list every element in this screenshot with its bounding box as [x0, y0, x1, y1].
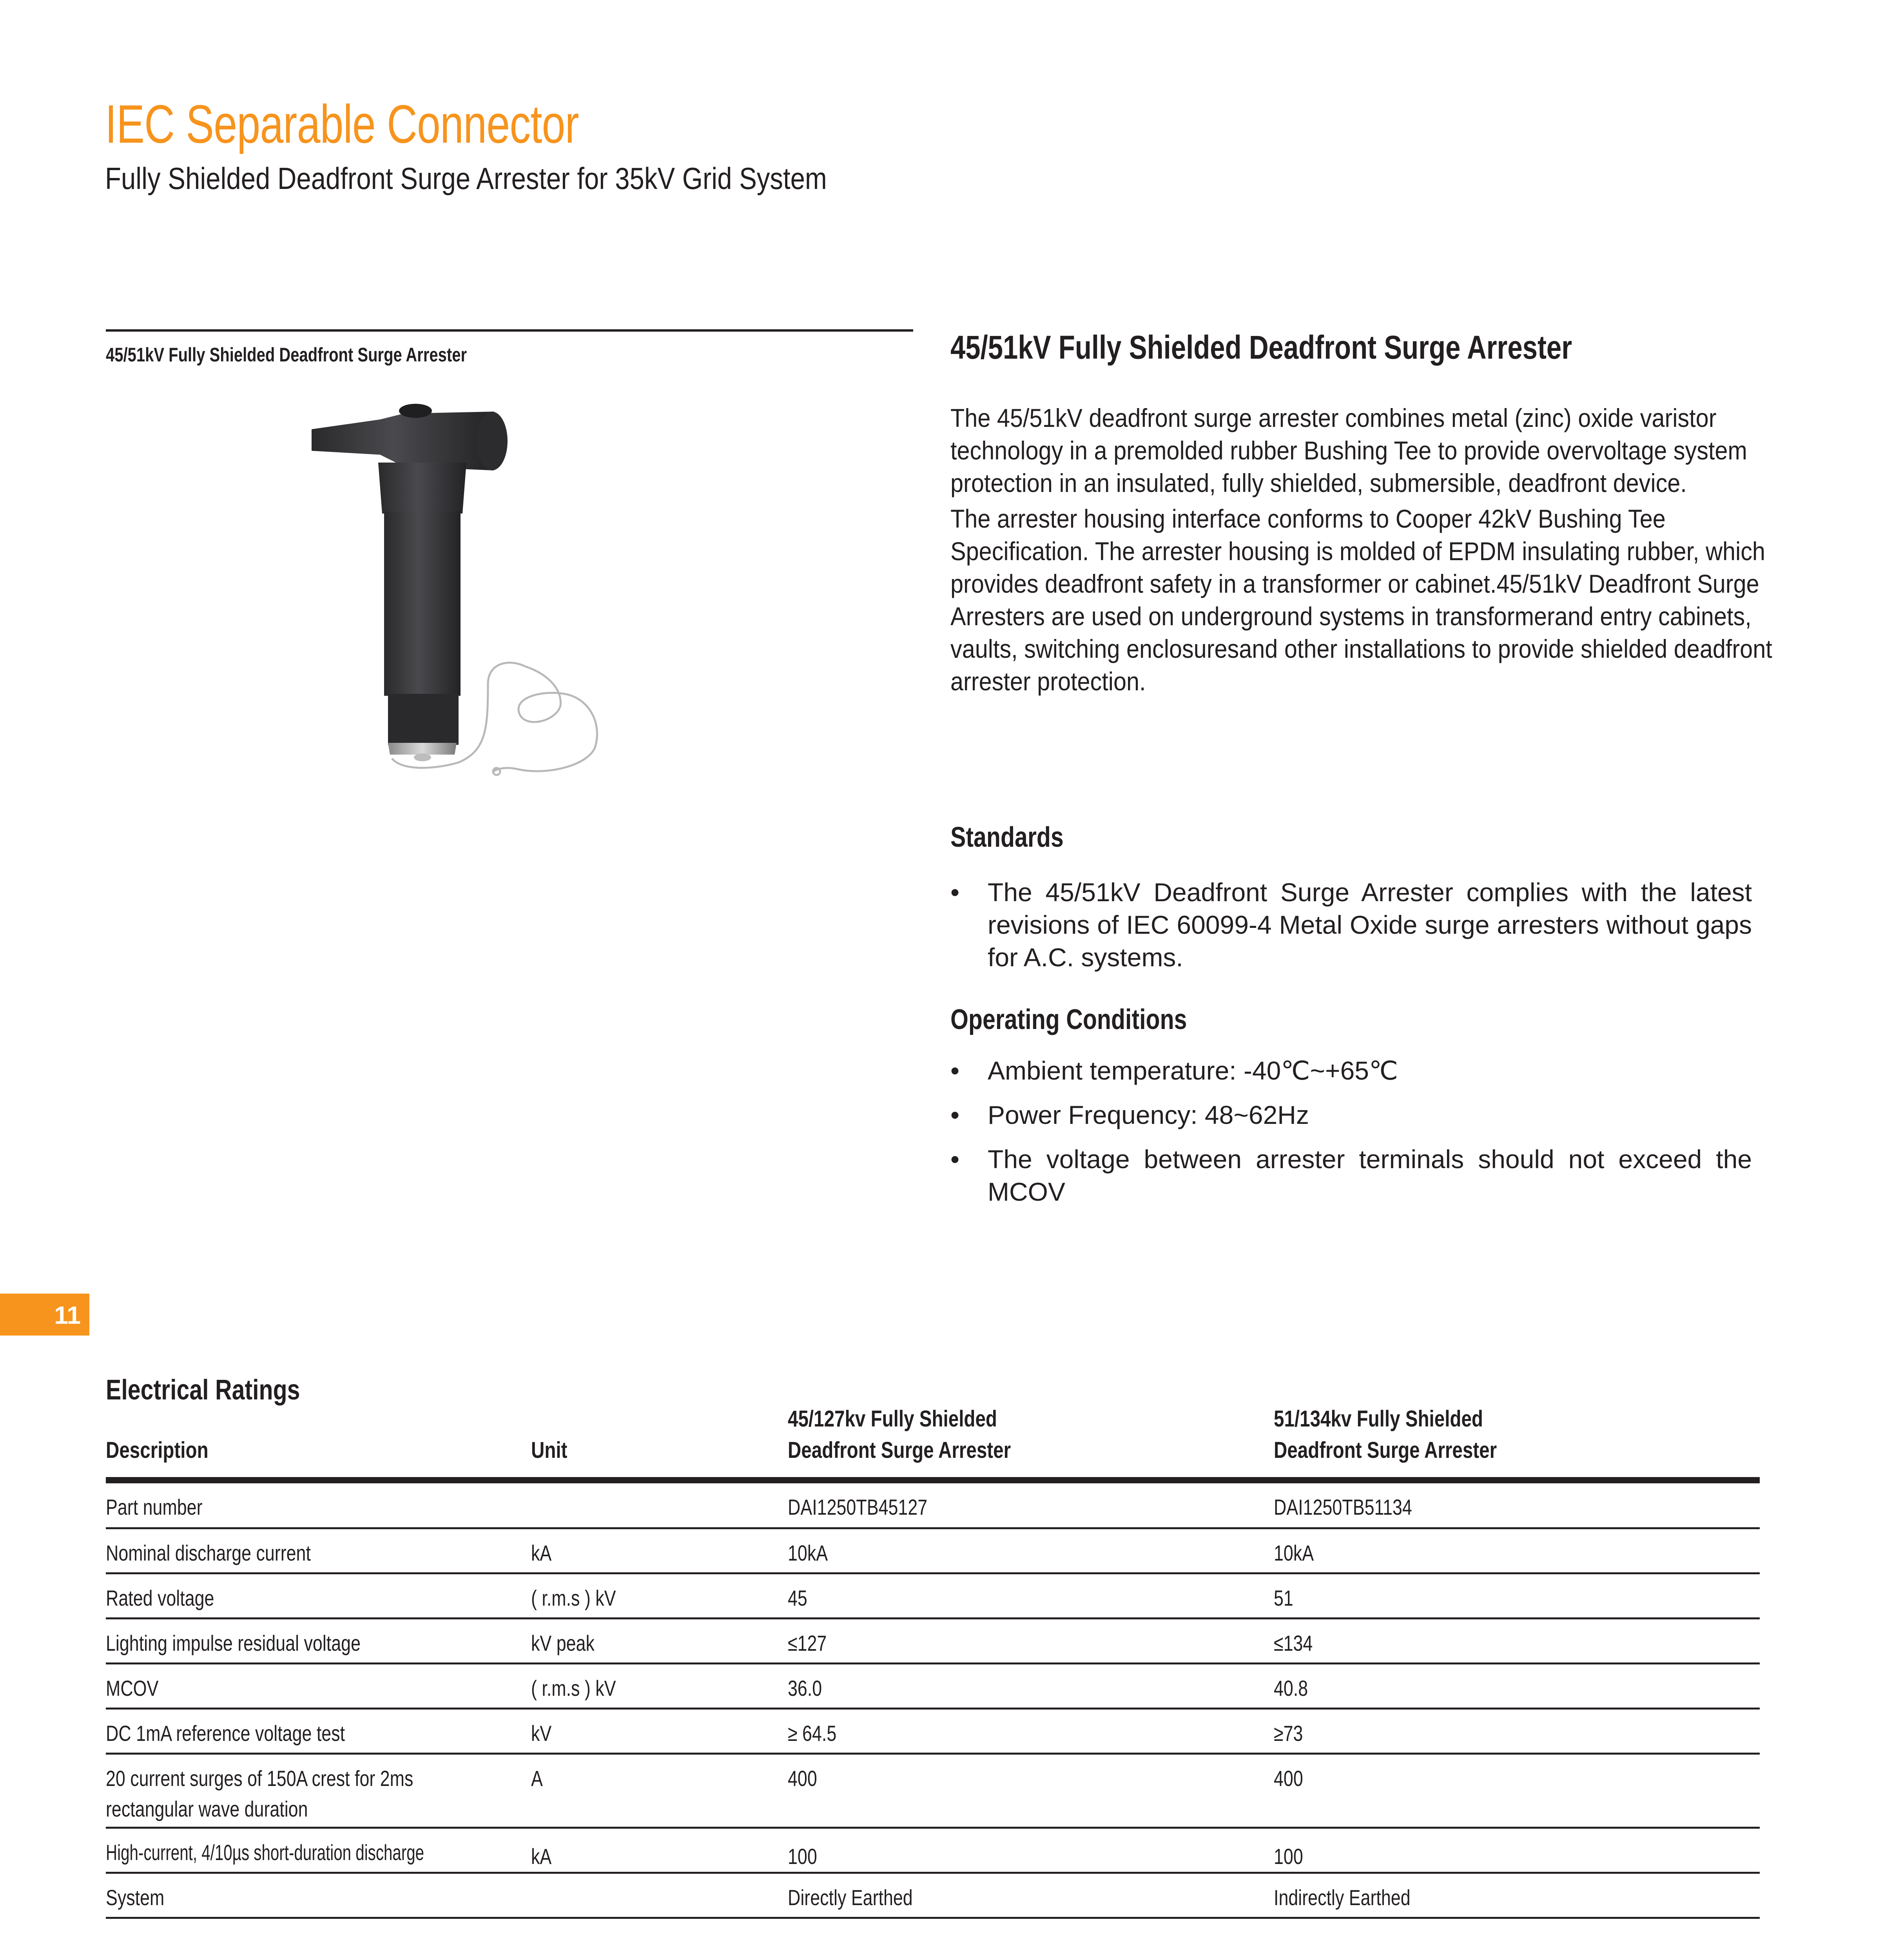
- cell-unit: ( r.m.s ) kV: [531, 1586, 616, 1610]
- cell-model-b: 400: [1274, 1766, 1303, 1791]
- cell-model-b: 100: [1274, 1844, 1303, 1869]
- page-subtitle: Fully Shielded Deadfront Surge Arrester for 35kV Grid System: [105, 161, 827, 196]
- cell-model-b: 10kA: [1274, 1541, 1314, 1565]
- column-header-description: Description: [106, 1437, 209, 1463]
- cell-unit: kA: [531, 1844, 552, 1869]
- cell-model-a: ≤127: [788, 1631, 827, 1655]
- cell-unit: kV: [531, 1721, 552, 1746]
- cell-model-a: 100: [788, 1844, 817, 1869]
- table-row: [106, 1664, 1760, 1710]
- cell-model-b: ≥73: [1274, 1721, 1303, 1746]
- bullet-icon: •: [950, 1056, 960, 1085]
- header-rule: [106, 1477, 1760, 1483]
- list-item: • Power Frequency: 48~62Hz: [950, 1099, 1762, 1131]
- cell-model-a: 45: [788, 1586, 807, 1610]
- cell-model-b: 51: [1274, 1586, 1293, 1610]
- cell-description: 20 current surges of 150A crest for 2ms: [106, 1766, 413, 1791]
- table-row: [106, 1483, 1760, 1529]
- page-title: IEC Separable Connector: [105, 94, 579, 154]
- table-row: [106, 1874, 1760, 1919]
- list-item: • The 45/51kV Deadfront Surge Arrester complies with the latest revisions of IEC 60099-4 Metal Oxide surge arresters without gaps for A.C. systems.: [950, 876, 1762, 974]
- column-header-model-b-line2: Deadfront Surge Arrester: [1274, 1437, 1497, 1463]
- column-header-model-a-line2: Deadfront Surge Arrester: [788, 1437, 1011, 1463]
- cell-model-b: Indirectly Earthed: [1274, 1885, 1411, 1910]
- cell-model-a: 36.0: [788, 1676, 822, 1700]
- product-photo: [274, 392, 784, 1137]
- list-item: • Ambient temperature: -40℃~+65℃: [950, 1054, 1762, 1087]
- cell-description: DC 1mA reference voltage test: [106, 1721, 345, 1746]
- cell-description: High-current, 4/10µs short-duration discharge: [106, 1840, 424, 1865]
- column-header-unit: Unit: [531, 1437, 568, 1463]
- standards-heading: Standards: [950, 822, 1064, 853]
- figure-caption: 45/51kV Fully Shielded Deadfront Surge Arrester: [106, 344, 467, 366]
- cell-description: MCOV: [106, 1676, 159, 1700]
- operating-conditions-list: [950, 1054, 1762, 1220]
- cell-model-a: DAI1250TB45127: [788, 1495, 928, 1519]
- cell-description: Nominal discharge current: [106, 1541, 311, 1565]
- column-header-model-a-line1: 45/127kv Fully Shielded: [788, 1406, 997, 1432]
- cell-description: Rated voltage: [106, 1586, 214, 1610]
- table-row: [106, 1755, 1760, 1829]
- cell-description: Part number: [106, 1495, 203, 1519]
- cell-unit: kV peak: [531, 1631, 595, 1655]
- bullet-icon: •: [950, 1100, 960, 1129]
- cell-model-a: 10kA: [788, 1541, 828, 1565]
- cell-description-line2: rectangular wave duration: [106, 1797, 308, 1821]
- product-description: [950, 402, 1773, 701]
- electrical-ratings-heading: Electrical Ratings: [106, 1374, 300, 1406]
- product-heading: 45/51kV Fully Shielded Deadfront Surge Arrester: [950, 329, 1572, 366]
- cell-description: System: [106, 1885, 165, 1910]
- cell-unit: ( r.m.s ) kV: [531, 1676, 616, 1700]
- bullet-icon: •: [950, 1145, 960, 1174]
- cell-model-a: 400: [788, 1766, 817, 1791]
- table-row: [106, 1619, 1760, 1664]
- cell-model-a: ≥ 64.5: [788, 1721, 837, 1746]
- cell-unit: A: [531, 1766, 543, 1791]
- table-row: [106, 1829, 1760, 1874]
- cell-model-b: DAI1250TB51134: [1274, 1495, 1412, 1519]
- cell-model-b: ≤134: [1274, 1631, 1313, 1655]
- table-row: [106, 1574, 1760, 1619]
- arrester-body: [312, 404, 508, 761]
- list-item: • The voltage between arrester terminals should not exceed the MCOV: [950, 1143, 1762, 1208]
- cell-unit: kA: [531, 1541, 552, 1565]
- table-row: [106, 1529, 1760, 1574]
- cell-description: Lighting impulse residual voltage: [106, 1631, 361, 1655]
- cell-model-a: Directly Earthed: [788, 1885, 913, 1910]
- column-header-model-b-line1: 51/134kv Fully Shielded: [1274, 1406, 1483, 1432]
- description-paragraph: The arrester housing interface conforms to Cooper 42kV Bushing Tee Specification. The arrester housing is molded of EPDM insulating rubber, which provides deadfront safety in a transformer or cabinet.45/51kV Deadfront Surge Arresters are used on underground systems in transformerand entry cabinets, vaults, switching enclosuresand other installations to provide shielded deadfront arrester protection.: [950, 504, 1772, 696]
- cell-model-b: 40.8: [1274, 1676, 1308, 1700]
- chapter-tab: [0, 1294, 89, 1336]
- bullet-icon: •: [950, 878, 960, 907]
- operating-conditions-heading: Operating Conditions: [950, 1004, 1187, 1035]
- caption-rule: [106, 329, 913, 332]
- table-row: [106, 1710, 1760, 1755]
- standards-list: [950, 876, 1762, 974]
- description-paragraph: The 45/51kV deadfront surge arrester combines metal (zinc) oxide varistor technology in a premolded rubber Bushing Tee to provide overvoltage system protection in an insulated, fully shielded, submersible, deadfront device.: [950, 403, 1747, 497]
- chapter-number: 11: [54, 1301, 81, 1329]
